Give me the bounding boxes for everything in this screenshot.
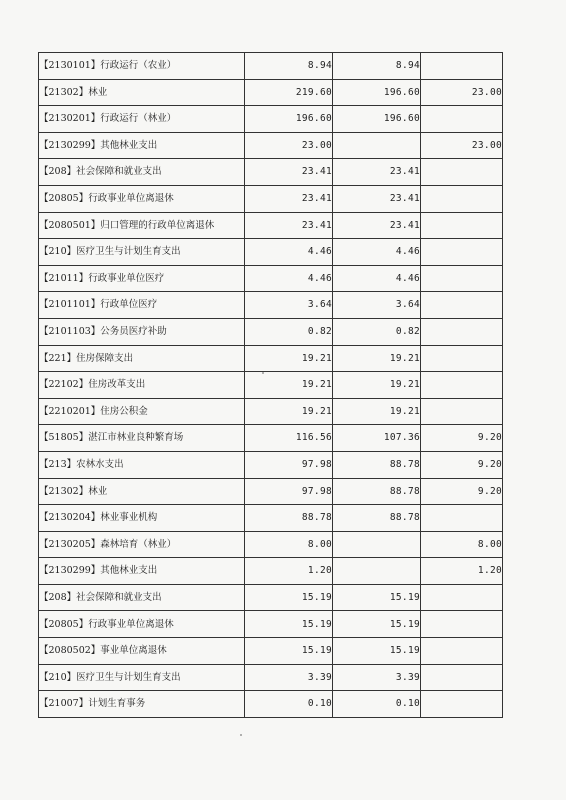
- basic-expenditure-cell: [333, 558, 421, 585]
- account-name-cell: 【2101101】行政单位医疗: [39, 292, 245, 319]
- project-expenditure-cell: [421, 505, 503, 532]
- total-amount-cell: 116.56: [245, 425, 333, 452]
- project-expenditure-cell: [421, 691, 503, 718]
- account-name-cell: 【208】社会保障和就业支出: [39, 584, 245, 611]
- table-row: [39, 372, 503, 399]
- total-amount-cell: 23.41: [245, 185, 333, 212]
- project-expenditure-cell: [421, 212, 503, 239]
- account-name-cell: 【20805】行政事业单位离退休: [39, 185, 245, 212]
- table-row: [39, 265, 503, 292]
- table-row: [39, 318, 503, 345]
- project-expenditure-cell: [421, 638, 503, 665]
- table-row: [39, 451, 503, 478]
- account-name-cell: 【2101103】公务员医疗补助: [39, 318, 245, 345]
- account-name-cell: 【2130299】其他林业支出: [39, 132, 245, 159]
- basic-expenditure-cell: 4.46: [333, 265, 421, 292]
- table-row: [39, 638, 503, 665]
- basic-expenditure-cell: 196.60: [333, 79, 421, 106]
- table-row: [39, 132, 503, 159]
- basic-expenditure-cell: 0.82: [333, 318, 421, 345]
- total-amount-cell: 88.78: [245, 505, 333, 532]
- total-amount-cell: 19.21: [245, 372, 333, 399]
- basic-expenditure-cell: 15.19: [333, 584, 421, 611]
- table-body: [39, 53, 503, 718]
- basic-expenditure-cell: 88.78: [333, 478, 421, 505]
- total-amount-cell: 196.60: [245, 106, 333, 133]
- account-name-cell: 【2130201】行政运行（林业）: [39, 106, 245, 133]
- basic-expenditure-cell: 19.21: [333, 345, 421, 372]
- basic-expenditure-cell: 196.60: [333, 106, 421, 133]
- project-expenditure-cell: 9.20: [421, 425, 503, 452]
- total-amount-cell: 15.19: [245, 611, 333, 638]
- total-amount-cell: 0.10: [245, 691, 333, 718]
- total-amount-cell: 19.21: [245, 398, 333, 425]
- account-name-cell: 【51805】湛江市林业良种繁育场: [39, 425, 245, 452]
- table-row: [39, 664, 503, 691]
- basic-expenditure-cell: 88.78: [333, 451, 421, 478]
- table-row: [39, 558, 503, 585]
- basic-expenditure-cell: [333, 531, 421, 558]
- account-name-cell: 【20805】行政事业单位离退休: [39, 611, 245, 638]
- table-row: [39, 345, 503, 372]
- basic-expenditure-cell: 23.41: [333, 212, 421, 239]
- basic-expenditure-cell: 0.10: [333, 691, 421, 718]
- total-amount-cell: 219.60: [245, 79, 333, 106]
- account-name-cell: 【2080502】事业单位离退休: [39, 638, 245, 665]
- project-expenditure-cell: 9.20: [421, 451, 503, 478]
- account-name-cell: 【22102】住房改革支出: [39, 372, 245, 399]
- account-name-cell: 【2080501】归口管理的行政单位离退休: [39, 212, 245, 239]
- project-expenditure-cell: 23.00: [421, 79, 503, 106]
- basic-expenditure-cell: 3.64: [333, 292, 421, 319]
- project-expenditure-cell: [421, 584, 503, 611]
- project-expenditure-cell: 23.00: [421, 132, 503, 159]
- project-expenditure-cell: [421, 372, 503, 399]
- project-expenditure-cell: [421, 398, 503, 425]
- account-name-cell: 【2130101】行政运行（农业）: [39, 53, 245, 80]
- table-row: [39, 691, 503, 718]
- total-amount-cell: 15.19: [245, 584, 333, 611]
- total-amount-cell: 3.64: [245, 292, 333, 319]
- account-name-cell: 【221】住房保障支出: [39, 345, 245, 372]
- account-name-cell: 【2130204】林业事业机构: [39, 505, 245, 532]
- account-name-cell: 【213】农林水支出: [39, 451, 245, 478]
- account-name-cell: 【21011】行政事业单位医疗: [39, 265, 245, 292]
- project-expenditure-cell: [421, 185, 503, 212]
- table-row: [39, 79, 503, 106]
- total-amount-cell: 23.41: [245, 159, 333, 186]
- account-name-cell: 【2130299】其他林业支出: [39, 558, 245, 585]
- project-expenditure-cell: [421, 345, 503, 372]
- table-row: [39, 531, 503, 558]
- scan-speck: [262, 372, 264, 374]
- table-row: [39, 478, 503, 505]
- table-row: [39, 185, 503, 212]
- basic-expenditure-cell: 107.36: [333, 425, 421, 452]
- basic-expenditure-cell: [333, 132, 421, 159]
- total-amount-cell: 23.00: [245, 132, 333, 159]
- total-amount-cell: 97.98: [245, 478, 333, 505]
- table-row: [39, 53, 503, 80]
- budget-expenditure-table: [38, 52, 503, 718]
- total-amount-cell: 3.39: [245, 664, 333, 691]
- total-amount-cell: 8.94: [245, 53, 333, 80]
- total-amount-cell: 23.41: [245, 212, 333, 239]
- table-row: [39, 239, 503, 266]
- account-name-cell: 【21302】林业: [39, 79, 245, 106]
- total-amount-cell: 1.20: [245, 558, 333, 585]
- project-expenditure-cell: [421, 239, 503, 266]
- total-amount-cell: 0.82: [245, 318, 333, 345]
- basic-expenditure-cell: 4.46: [333, 239, 421, 266]
- account-name-cell: 【210】医疗卫生与计划生育支出: [39, 239, 245, 266]
- table-row: [39, 425, 503, 452]
- account-name-cell: 【21302】林业: [39, 478, 245, 505]
- total-amount-cell: 4.46: [245, 239, 333, 266]
- project-expenditure-cell: [421, 265, 503, 292]
- basic-expenditure-cell: 23.41: [333, 159, 421, 186]
- account-name-cell: 【208】社会保障和就业支出: [39, 159, 245, 186]
- basic-expenditure-cell: 3.39: [333, 664, 421, 691]
- project-expenditure-cell: [421, 292, 503, 319]
- total-amount-cell: 15.19: [245, 638, 333, 665]
- project-expenditure-cell: [421, 318, 503, 345]
- table-row: [39, 212, 503, 239]
- basic-expenditure-cell: 23.41: [333, 185, 421, 212]
- project-expenditure-cell: [421, 664, 503, 691]
- project-expenditure-cell: [421, 53, 503, 80]
- project-expenditure-cell: [421, 611, 503, 638]
- table-row: [39, 398, 503, 425]
- table-row: [39, 106, 503, 133]
- total-amount-cell: 97.98: [245, 451, 333, 478]
- scan-speck: [240, 734, 242, 736]
- basic-expenditure-cell: 19.21: [333, 398, 421, 425]
- table-row: [39, 292, 503, 319]
- table-row: [39, 505, 503, 532]
- basic-expenditure-cell: 88.78: [333, 505, 421, 532]
- account-name-cell: 【2210201】住房公积金: [39, 398, 245, 425]
- project-expenditure-cell: [421, 159, 503, 186]
- account-name-cell: 【2130205】森林培育（林业）: [39, 531, 245, 558]
- basic-expenditure-cell: 8.94: [333, 53, 421, 80]
- table-row: [39, 159, 503, 186]
- total-amount-cell: 4.46: [245, 265, 333, 292]
- basic-expenditure-cell: 19.21: [333, 372, 421, 399]
- total-amount-cell: 19.21: [245, 345, 333, 372]
- project-expenditure-cell: 8.00: [421, 531, 503, 558]
- account-name-cell: 【210】医疗卫生与计划生育支出: [39, 664, 245, 691]
- project-expenditure-cell: 9.20: [421, 478, 503, 505]
- basic-expenditure-cell: 15.19: [333, 611, 421, 638]
- table-row: [39, 611, 503, 638]
- project-expenditure-cell: 1.20: [421, 558, 503, 585]
- account-name-cell: 【21007】计划生育事务: [39, 691, 245, 718]
- basic-expenditure-cell: 15.19: [333, 638, 421, 665]
- project-expenditure-cell: [421, 106, 503, 133]
- table-row: [39, 584, 503, 611]
- total-amount-cell: 8.00: [245, 531, 333, 558]
